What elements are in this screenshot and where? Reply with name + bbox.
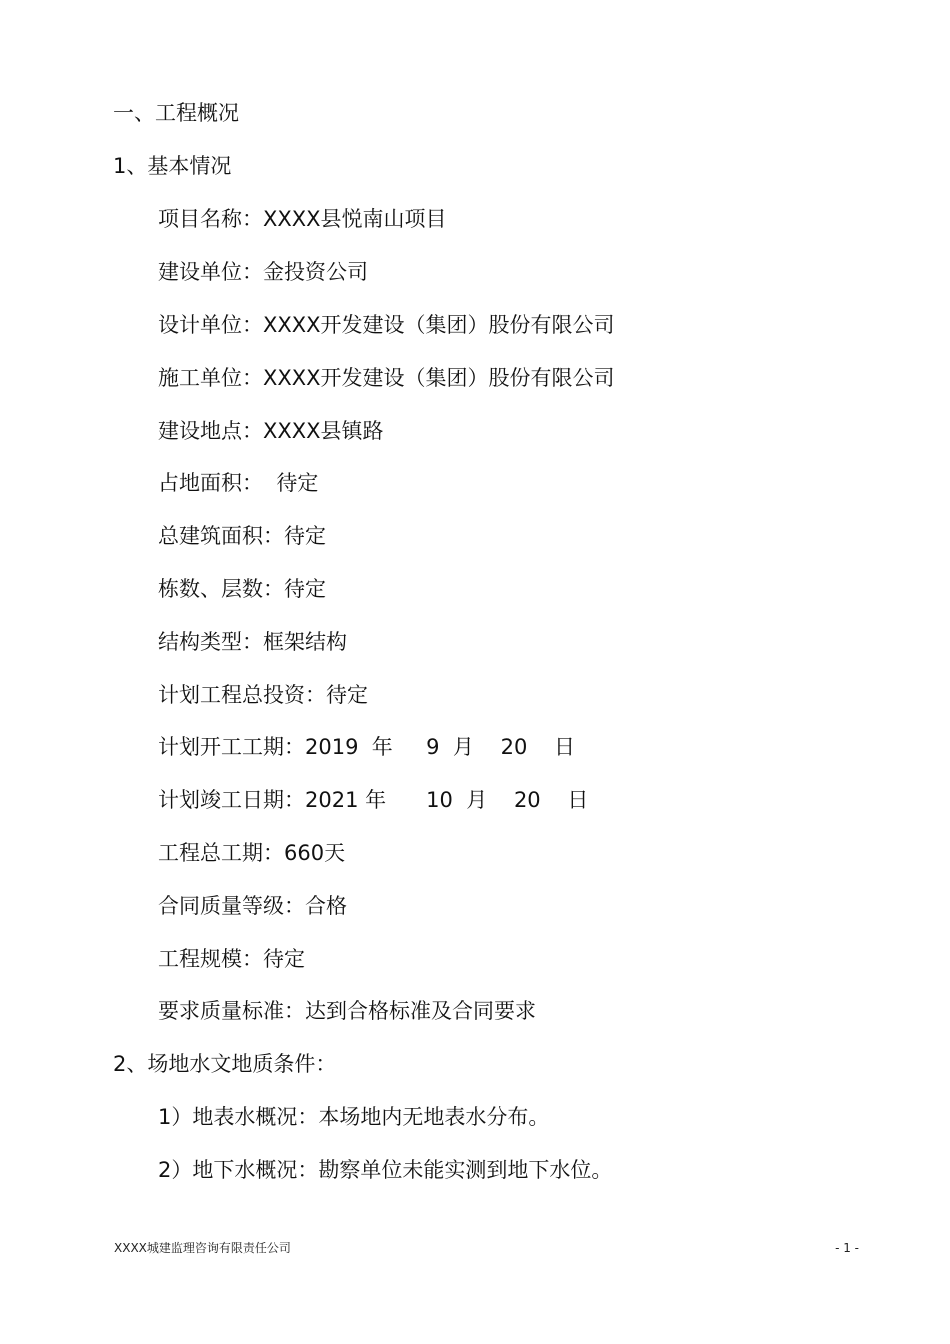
- item-structure-type: 结构类型：框架结构: [158, 630, 347, 654]
- item-total-duration: 工程总工期：660天: [158, 841, 346, 865]
- item-contract-quality: 合同质量等级：合格: [158, 894, 347, 918]
- section-heading: 一、工程概况: [113, 101, 239, 125]
- item-planned-completion: 计划竣工日期：2021 年 10 月 20 日: [158, 788, 589, 812]
- item-design-unit: 设计单位：XXXX开发建设（集团）股份有限公司: [158, 313, 615, 337]
- item-land-area: 占地面积： 待定: [158, 471, 319, 495]
- item-location: 建设地点：XXXX县镇路: [158, 419, 384, 443]
- item-project-name: 项目名称：XXXX县悦南山项目: [158, 207, 447, 231]
- item-surface-water: 1）地表水概况：本场地内无地表水分布。: [158, 1105, 550, 1129]
- subsection-title-hydrogeology: 2、场地水文地质条件：: [113, 1052, 337, 1076]
- item-planned-investment: 计划工程总投资：待定: [158, 683, 368, 707]
- item-project-scale: 工程规模：待定: [158, 947, 305, 971]
- subsection-title-basic-info: 1、基本情况: [113, 154, 232, 178]
- item-total-floor-area: 总建筑面积：待定: [158, 524, 326, 548]
- footer-page-number: - 1 -: [835, 1241, 859, 1255]
- item-construction-unit: 建设单位：金投资公司: [158, 260, 368, 284]
- item-builder-unit: 施工单位：XXXX开发建设（集团）股份有限公司: [158, 366, 615, 390]
- item-quality-standard: 要求质量标准：达到合格标准及合同要求: [158, 999, 536, 1023]
- item-groundwater: 2）地下水概况：勘察单位未能实测到地下水位。: [158, 1158, 613, 1182]
- footer-company: XXXX城建监理咨询有限责任公司: [114, 1241, 291, 1255]
- item-buildings-floors: 栋数、层数：待定: [158, 577, 326, 601]
- item-planned-start: 计划开工工期：2019 年 9 月 20 日: [158, 735, 576, 759]
